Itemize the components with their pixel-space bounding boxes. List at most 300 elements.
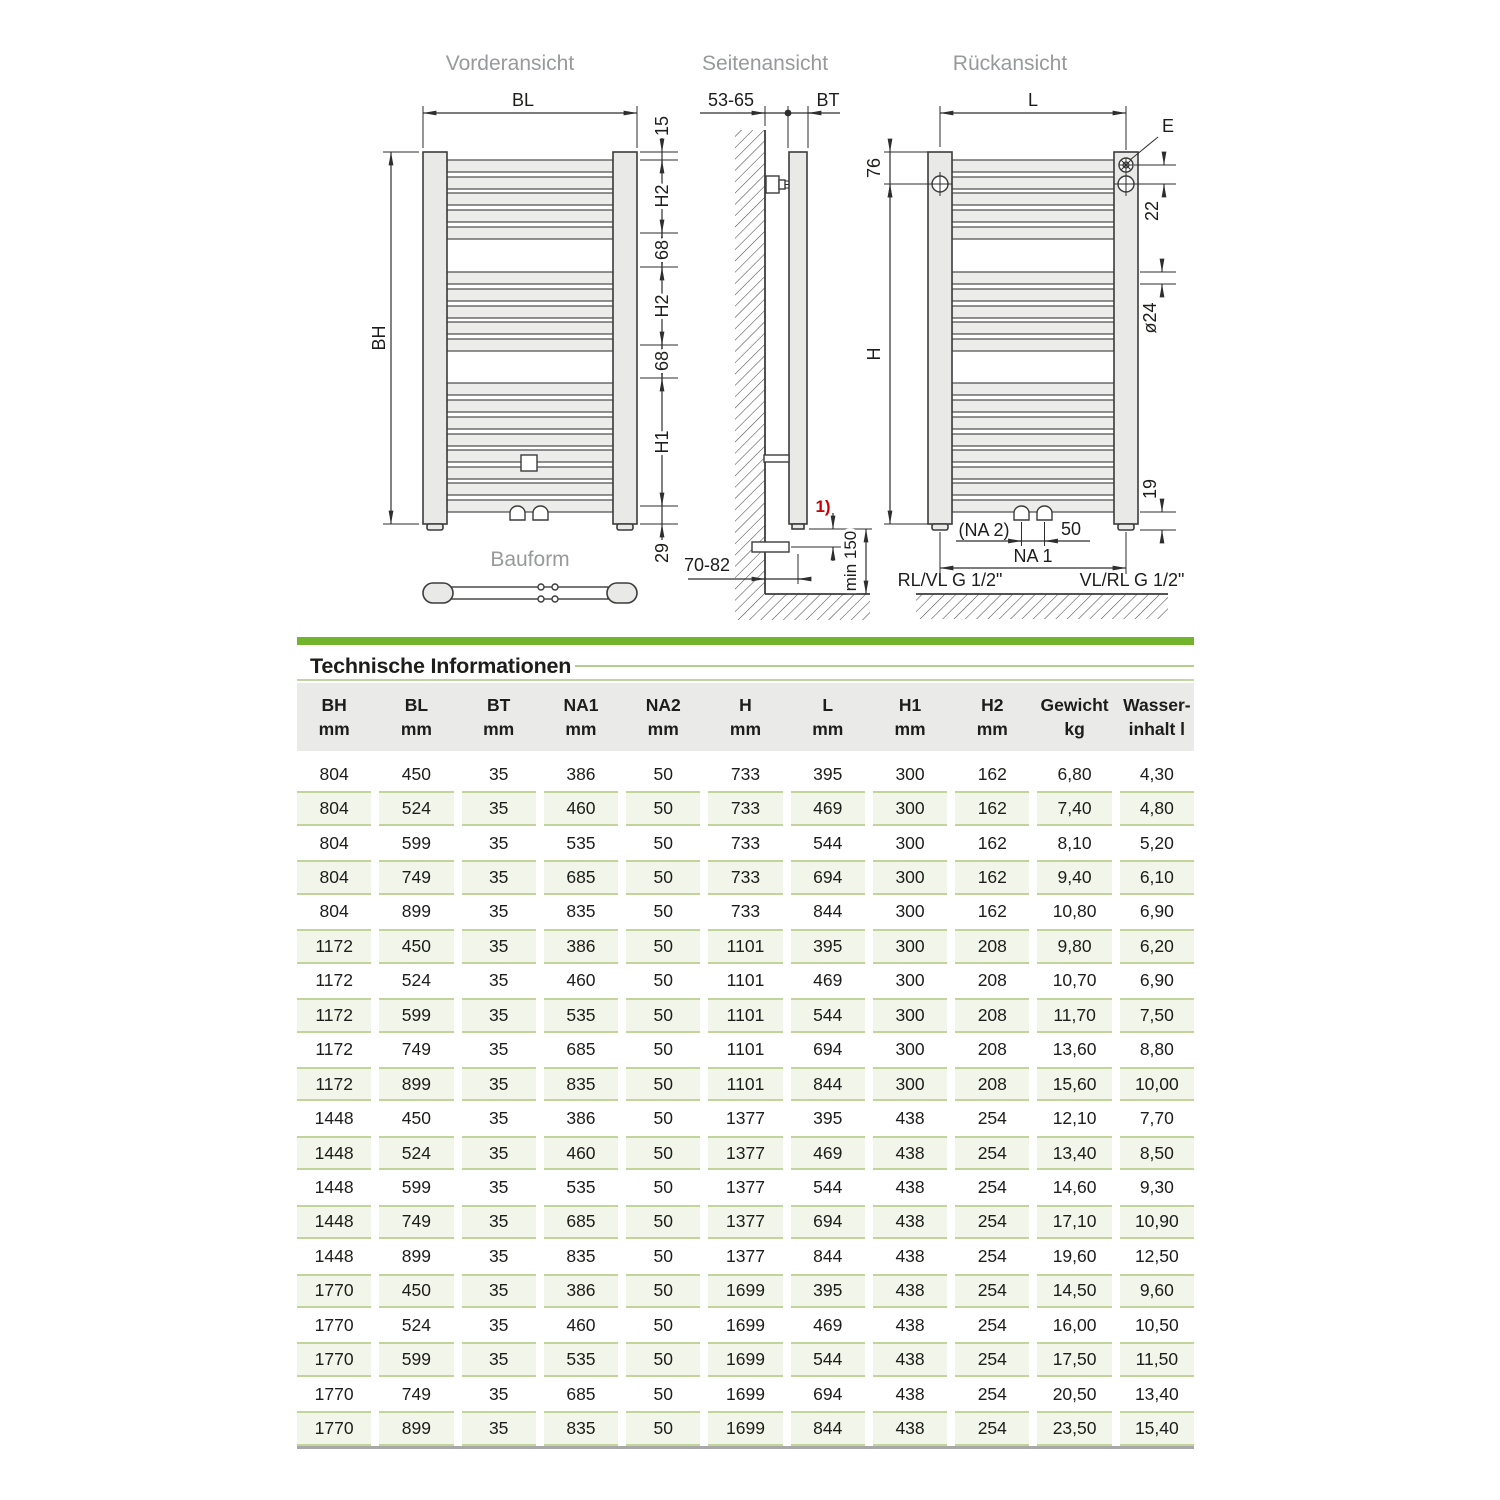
table-cell: 300 [895, 1039, 925, 1060]
table-cell: 11,50 [1120, 1342, 1194, 1376]
dim-15: 15 [652, 115, 672, 137]
table-cell: 544 [813, 1176, 843, 1197]
front-view [369, 52, 678, 603]
table-cell: 14,50 [1037, 1274, 1111, 1308]
table-cell: 50 [653, 1245, 673, 1266]
table-cell: 7,70 [1139, 1108, 1174, 1129]
table-cell: 535 [544, 1342, 618, 1376]
table-cell: 438 [895, 1383, 925, 1404]
radiator-tube [447, 210, 613, 222]
side-radiator-profile [789, 152, 807, 524]
table-cell: 254 [977, 1314, 1007, 1335]
table-cell: 254 [977, 1108, 1007, 1129]
table-cell: 544 [791, 1342, 865, 1376]
table-row [297, 1170, 1194, 1204]
dim-na2: (NA 2) [958, 520, 1010, 540]
table-cell: 804 [319, 901, 349, 922]
table-cell: 35 [462, 998, 536, 1032]
table-cell: 162 [977, 832, 1007, 853]
radiator-tube [952, 227, 1114, 239]
radiator-tube [447, 160, 613, 172]
table-cell: 1770 [297, 1274, 371, 1308]
table-cell: 1172 [297, 998, 371, 1032]
table-cell: 35 [462, 1411, 536, 1445]
table-cell: 694 [791, 1205, 865, 1239]
table-cell: 35 [462, 860, 536, 894]
table-cell: 804 [319, 832, 349, 853]
table-cell: 1172 [315, 970, 353, 991]
dim-29: 29 [652, 542, 672, 564]
table-cell: 386 [566, 763, 596, 784]
side-foot [792, 524, 804, 529]
table-cell: 386 [544, 929, 618, 963]
front-nipple [533, 506, 548, 520]
side-view [684, 52, 872, 620]
table-cell: 1448 [314, 1108, 354, 1129]
table-cell: 12,50 [1134, 1245, 1179, 1266]
table-cell: 300 [873, 998, 947, 1032]
table-cell: 438 [895, 1314, 925, 1335]
table-row [297, 1033, 1194, 1067]
floor-hatch [765, 594, 870, 620]
rear-left-foot [932, 524, 948, 530]
table-cell: 17,10 [1037, 1205, 1111, 1239]
column-header: BH mm [318, 695, 350, 739]
rear-left-collector [928, 152, 952, 524]
column-header: Gewicht kg [1040, 695, 1109, 739]
table-cell: 254 [977, 1176, 1007, 1197]
rear-view [864, 52, 1184, 619]
technical-information-section [297, 637, 1194, 1449]
table-row [297, 1101, 1194, 1135]
table-cell: 1377 [726, 1176, 765, 1197]
dimension-dot [785, 110, 792, 117]
table-cell: 438 [895, 1108, 925, 1129]
dim-22: 22 [1142, 200, 1162, 222]
table-cell: 524 [379, 791, 453, 825]
table-cell: 1377 [708, 1205, 782, 1239]
table-cell: 438 [873, 1136, 947, 1170]
table-cell: 1448 [314, 1176, 354, 1197]
table-cell: 1770 [314, 1314, 354, 1335]
connection-right-label: VL/RL G 1/2" [1079, 570, 1185, 590]
table-cell: 15,60 [1037, 1067, 1111, 1101]
table-row [297, 1274, 1194, 1308]
dim-68-upper: 68 [652, 239, 672, 261]
table-cell: 50 [653, 1176, 673, 1197]
radiator-tube [447, 306, 613, 318]
table-cell: 535 [544, 998, 618, 1032]
table-cell: 685 [566, 1383, 596, 1404]
table-cell: 438 [873, 1274, 947, 1308]
table-cell: 35 [462, 1274, 536, 1308]
table-cell: 804 [297, 860, 371, 894]
table-cell: 23,50 [1037, 1411, 1111, 1445]
radiator-tube [447, 417, 613, 429]
radiator-tube [952, 467, 1114, 479]
table-cell: 469 [813, 970, 843, 991]
table-cell: 6,90 [1139, 970, 1174, 991]
table-cell: 733 [708, 791, 782, 825]
label-e: E [1161, 116, 1175, 136]
radiator-tube [952, 417, 1114, 429]
table-cell: 1377 [726, 1108, 765, 1129]
table-cell: 395 [791, 929, 865, 963]
table-cell: 35 [488, 1176, 509, 1197]
table-cell: 10,50 [1134, 1314, 1179, 1335]
dim-na1: NA 1 [1013, 546, 1053, 566]
radiator-tube [952, 483, 1114, 495]
table-cell: 19,60 [1052, 1245, 1097, 1266]
table-cell: 395 [791, 1274, 865, 1308]
vent-fitting [1119, 158, 1133, 172]
table-cell: 50 [653, 1108, 673, 1129]
table-cell: 1770 [297, 1411, 371, 1445]
side-view-title: Seitenansicht [701, 52, 829, 75]
table-cell: 460 [544, 791, 618, 825]
table-row [297, 1411, 1194, 1445]
dim-h2-upper: H2 [652, 184, 672, 208]
table-cell: 733 [730, 901, 761, 922]
table-row [297, 1205, 1194, 1239]
connection-left-label: RL/VL G 1/2" [897, 570, 1003, 590]
table-cell: 50 [626, 1342, 700, 1376]
wall-bracket-top [766, 176, 789, 193]
table-cell: 300 [895, 970, 925, 991]
rear-right-collector [1114, 152, 1138, 524]
table-cell: 599 [401, 1176, 431, 1197]
table-cell: 544 [791, 998, 865, 1032]
table-cell: 35 [462, 1136, 536, 1170]
table-cell: 50 [653, 832, 673, 853]
table-cell: 1172 [297, 1067, 371, 1101]
radiator-tube [952, 177, 1114, 189]
table-cell: 35 [462, 1342, 536, 1376]
rear-nipple [1037, 506, 1052, 520]
table-cell: 1377 [708, 1136, 782, 1170]
table-cell: 1448 [297, 1136, 371, 1170]
table-cell: 1770 [314, 1383, 354, 1404]
table-cell: 162 [977, 763, 1007, 784]
table-top-rule [297, 679, 1194, 681]
table-cell: 208 [955, 998, 1029, 1032]
table-cell: 733 [730, 763, 761, 784]
table-cell: 1101 [708, 1067, 782, 1101]
dim-bl: BL [511, 90, 535, 110]
table-cell: 835 [566, 901, 596, 922]
table-cell: 15,40 [1120, 1411, 1194, 1445]
wall-bracket-bottom [764, 455, 789, 462]
column-header: L mm [812, 695, 844, 739]
radiator-tube [952, 339, 1114, 351]
table-cell: 460 [566, 970, 596, 991]
table-cell: 50 [626, 1067, 700, 1101]
table-cell: 254 [977, 1245, 1007, 1266]
table-cell: 1377 [726, 1245, 765, 1266]
table-cell: 450 [379, 929, 453, 963]
table-cell: 50 [626, 791, 700, 825]
table-cell: 694 [813, 1383, 843, 1404]
column-header: NA1 mm [563, 695, 599, 739]
table-row [297, 1239, 1194, 1273]
rear-floor-hatch [916, 594, 1168, 619]
table-cell: 733 [708, 860, 782, 894]
bauform-label: Bauform [490, 548, 570, 571]
table-cell: 899 [401, 1245, 431, 1266]
table-cell: 438 [895, 1245, 925, 1266]
table-cell: 1101 [708, 929, 782, 963]
radiator-tube [447, 322, 613, 334]
table-cell: 1448 [297, 1205, 371, 1239]
table-cell: 386 [566, 1108, 596, 1129]
footnote-marker: 1) [815, 497, 831, 516]
table-cell: 450 [401, 1108, 431, 1129]
table-cell: 50 [626, 1411, 700, 1445]
table-header [297, 683, 1194, 751]
table-cell: 5,20 [1139, 832, 1174, 853]
table-cell: 35 [488, 1314, 509, 1335]
table-cell: 35 [462, 791, 536, 825]
table-cell: 835 [566, 1245, 596, 1266]
table-cell: 685 [566, 1039, 596, 1060]
table-cell: 844 [813, 1245, 843, 1266]
table-cell: 899 [379, 1067, 453, 1101]
column-header: BT mm [483, 695, 515, 739]
table-cell: 162 [955, 860, 1029, 894]
table-cell: 438 [873, 1411, 947, 1445]
column-header: H mm [729, 695, 762, 739]
column-header: H2 mm [976, 695, 1008, 739]
radiator-tube [447, 177, 613, 189]
radiator-tube [447, 434, 613, 446]
table-cell: 35 [488, 832, 509, 853]
dim-min-150: min 150 [841, 530, 860, 592]
radiator-tube [952, 383, 1114, 395]
table-cell: 13,60 [1052, 1039, 1097, 1060]
table-row [297, 1308, 1194, 1342]
table-cell: 460 [544, 1136, 618, 1170]
table-cell: 8,10 [1057, 832, 1092, 853]
table-cell: 6,80 [1057, 763, 1092, 784]
table-cell: 835 [544, 1411, 618, 1445]
table-row [297, 1342, 1194, 1376]
table-cell: 6,10 [1120, 860, 1194, 894]
radiator-tube [952, 500, 1114, 512]
table-cell: 50 [653, 1314, 673, 1335]
table-cell: 749 [379, 860, 453, 894]
table-cell: 1699 [708, 1411, 782, 1445]
table-cell: 438 [895, 1176, 925, 1197]
table-row [297, 1067, 1194, 1101]
table-cell: 844 [813, 901, 843, 922]
table-cell: 254 [955, 1342, 1029, 1376]
table-cell: 524 [401, 970, 431, 991]
table-cell: 300 [873, 791, 947, 825]
table-cell: 694 [791, 860, 865, 894]
table-cell: 208 [955, 929, 1029, 963]
table-row [297, 998, 1194, 1032]
table-cell: 1448 [314, 1245, 354, 1266]
table-cell: 450 [379, 1274, 453, 1308]
table-cell: 254 [977, 1383, 1007, 1404]
radiator-tube [952, 193, 1114, 205]
table-cell: 35 [488, 763, 509, 784]
table-cell: 749 [401, 1383, 431, 1404]
dim-h: H [864, 347, 884, 361]
table-cell: 50 [626, 1274, 700, 1308]
table-cell: 300 [873, 929, 947, 963]
table-cell: 300 [895, 763, 925, 784]
table-cell: 899 [401, 901, 431, 922]
table-cell: 9,60 [1120, 1274, 1194, 1308]
table-cell: 685 [544, 1205, 618, 1239]
dim-l: L [1027, 90, 1039, 110]
table-cell: 535 [566, 832, 596, 853]
column-header: BL mm [400, 695, 432, 739]
table-cell: 524 [401, 1314, 431, 1335]
table-cell: 50 [653, 1383, 673, 1404]
table-cell: 35 [462, 1067, 536, 1101]
dim-diameter-24: ø24 [1140, 302, 1160, 334]
radiator-tube [952, 272, 1114, 284]
radiator-tube [447, 289, 613, 301]
radiator-tube [952, 434, 1114, 446]
table-cell: 50 [653, 763, 673, 784]
table-cell: 35 [488, 1383, 509, 1404]
dim-70-82: 70-82 [683, 555, 731, 575]
table-cell: 450 [401, 763, 431, 784]
table-row [297, 964, 1194, 998]
dim-h2-lower: H2 [652, 294, 672, 318]
table-cell: 1101 [726, 1039, 765, 1060]
table-cell: 50 [653, 970, 673, 991]
table-cell: 7,50 [1120, 998, 1194, 1032]
bauform-profile [423, 583, 637, 603]
radiator-tube [952, 210, 1114, 222]
table-cell: 524 [379, 1136, 453, 1170]
table-row [297, 895, 1194, 929]
table-cell: 694 [813, 1039, 843, 1060]
table-row [297, 1136, 1194, 1170]
table-cell: 50 [626, 929, 700, 963]
table-cell: 300 [895, 832, 925, 853]
table-cell: 35 [462, 1205, 536, 1239]
dim-bh: BH [369, 325, 389, 351]
table-cell: 749 [401, 1039, 431, 1060]
green-accent-bar [297, 637, 1194, 645]
table-cell: 804 [297, 791, 371, 825]
table-cell: 50 [653, 1039, 673, 1060]
table-cell: 254 [955, 1274, 1029, 1308]
table-cell: 1699 [708, 1342, 782, 1376]
table-cell: 10,70 [1052, 970, 1097, 991]
table-row [297, 757, 1194, 791]
table-cell: 460 [566, 1314, 596, 1335]
table-cell: 1699 [726, 1314, 765, 1335]
table-cell: 50 [653, 901, 673, 922]
table-cell: 254 [955, 1205, 1029, 1239]
table-cell: 300 [873, 1067, 947, 1101]
table-row [297, 860, 1194, 894]
table-cell: 8,50 [1120, 1136, 1194, 1170]
technical-drawing [0, 0, 1500, 640]
dim-68-lower: 68 [652, 350, 672, 372]
table-cell: 50 [626, 860, 700, 894]
dim-19: 19 [1140, 478, 1160, 500]
table-cell: 8,80 [1139, 1039, 1174, 1060]
table-cell: 1101 [708, 998, 782, 1032]
table-cell: 208 [955, 1067, 1029, 1101]
dim-76: 76 [864, 157, 884, 179]
table-cell: 9,40 [1037, 860, 1111, 894]
table-cell: 10,00 [1120, 1067, 1194, 1101]
table-cell: 899 [379, 1411, 453, 1445]
table-cell: 4,30 [1139, 763, 1174, 784]
table-cell: 20,50 [1052, 1383, 1097, 1404]
table-cell: 599 [401, 832, 431, 853]
table-row [297, 1377, 1194, 1411]
table-cell: 1101 [726, 970, 765, 991]
table-cell: 395 [813, 1108, 843, 1129]
table-cell: 535 [566, 1176, 596, 1197]
front-nipple [510, 506, 525, 520]
table-cell: 4,80 [1120, 791, 1194, 825]
table-cell: 162 [955, 791, 1029, 825]
rear-nipple [1014, 506, 1029, 520]
table-cell: 35 [462, 929, 536, 963]
table-cell: 733 [730, 832, 761, 853]
table-row [297, 826, 1194, 860]
table-cell: 10,80 [1052, 901, 1097, 922]
radiator-tube [447, 400, 613, 412]
table-body [297, 757, 1194, 1449]
radiator-tube [952, 450, 1114, 462]
table-cell: 162 [977, 901, 1007, 922]
table-cell: 438 [873, 1342, 947, 1376]
table-cell: 469 [813, 1314, 843, 1335]
dim-bt: BT [816, 90, 840, 110]
table-cell: 6,90 [1139, 901, 1174, 922]
radiator-tube [447, 483, 613, 495]
table-cell: 208 [977, 1039, 1007, 1060]
front-left-foot [427, 524, 443, 530]
table-cell: 438 [873, 1205, 947, 1239]
connection-pipe [752, 542, 789, 552]
table-cell: 544 [813, 832, 843, 853]
table-cell: 50 [626, 998, 700, 1032]
radiator-tube [447, 339, 613, 351]
table-cell: 208 [977, 970, 1007, 991]
dim-h1: H1 [652, 430, 672, 454]
valve-square [521, 455, 537, 471]
table-cell: 12,10 [1052, 1108, 1097, 1129]
table-cell: 10,90 [1120, 1205, 1194, 1239]
rear-tubes [952, 160, 1114, 512]
table-cell: 469 [791, 1136, 865, 1170]
radiator-tube [447, 500, 613, 512]
dim-53-65: 53-65 [707, 90, 755, 110]
table-cell: 14,60 [1052, 1176, 1097, 1197]
table-cell: 13,40 [1134, 1383, 1179, 1404]
table-cell: 11,70 [1037, 998, 1111, 1032]
table-cell: 395 [813, 763, 843, 784]
column-header: H1 mm [894, 695, 926, 739]
rear-right-foot [1118, 524, 1134, 530]
radiator-tube [447, 383, 613, 395]
table-cell: 254 [955, 1411, 1029, 1445]
table-cell: 599 [379, 1342, 453, 1376]
table-cell: 35 [488, 1245, 509, 1266]
